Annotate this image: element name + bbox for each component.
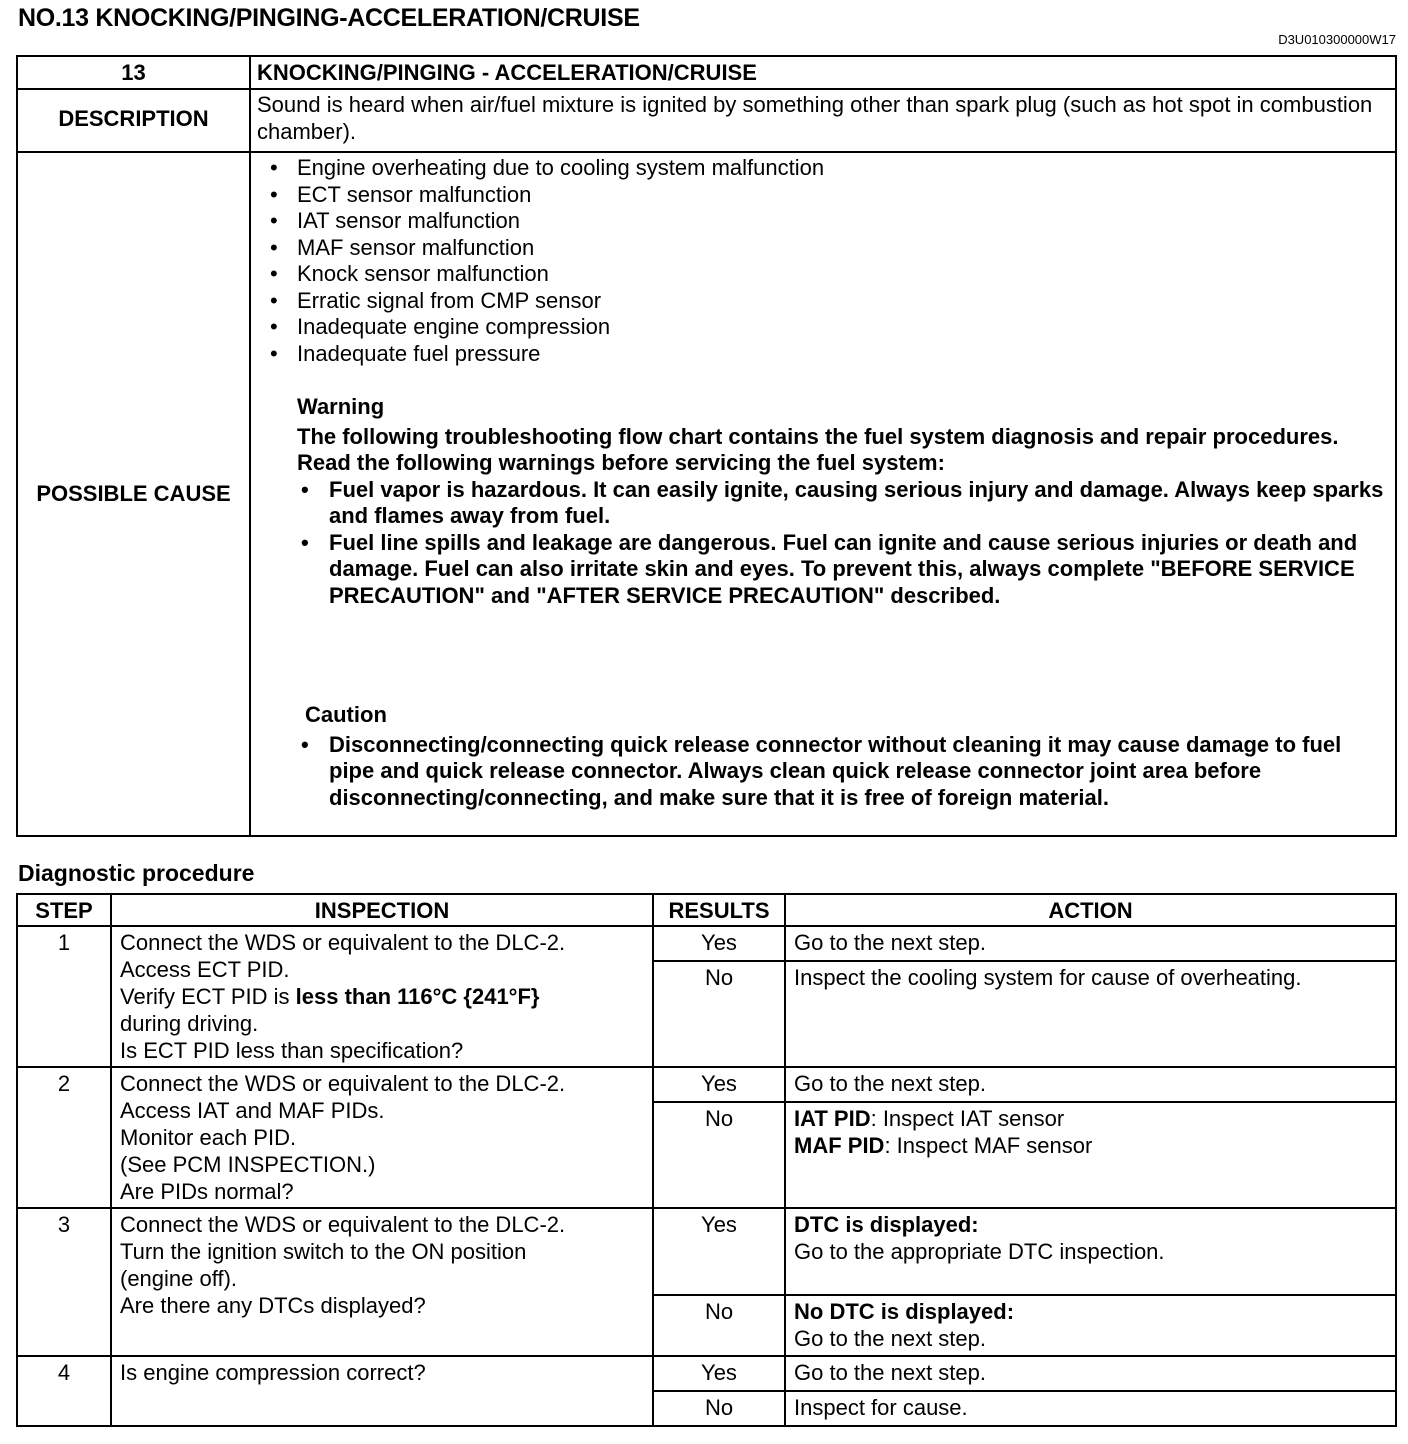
result-no: No: [653, 1102, 785, 1208]
action-text: : Inspect IAT sensor: [870, 1106, 1065, 1131]
symptom-header-row: [17, 56, 1396, 89]
cause-item: • IAT sensor malfunction: [257, 208, 1385, 235]
warning-item: • Fuel line spills and leakage are dangerous. Fuel can ignite and cause serious injuries or death and damage. Fuel can also irritate skin and eyes. To prevent this, always complete "BEFORE SERVICE PRECAUTION" and "AFTER SERVICE PRECAUTION" described.: [297, 530, 1385, 610]
action-yes: Go to the next step.: [785, 926, 1396, 961]
result-yes: Yes: [653, 1208, 785, 1295]
inspection-line: during driving.: [120, 1011, 259, 1036]
inspection-line: Monitor each PID.: [120, 1125, 297, 1150]
step-1-inspection: [111, 926, 653, 1067]
action-label: No DTC is displayed:: [794, 1299, 1015, 1324]
inspection-line: (See PCM INSPECTION.): [120, 1152, 376, 1177]
col-results: RESULTS: [653, 894, 785, 926]
step-2-inspection: [111, 1067, 653, 1208]
action-label: DTC is displayed:: [794, 1212, 979, 1237]
step-2-yes-row: [17, 1067, 1396, 1102]
diagnostic-heading: Diagnostic procedure: [18, 860, 255, 886]
result-yes: Yes: [653, 1067, 785, 1102]
step-3-inspection: [111, 1208, 653, 1356]
symptom-table: [16, 55, 1397, 837]
action-no: [785, 1102, 1396, 1208]
step-4-yes-row: [17, 1356, 1396, 1391]
cause-item: • Inadequate fuel pressure: [257, 341, 1385, 368]
action-yes: [785, 1208, 1396, 1295]
caution-item: • Disconnecting/connecting quick release connector without cleaning it may cause damage to fuel pipe and quick release connector. Always clean quick release connector joint area before disconnecting/connecting, and make sure that it is free of foreign material.: [297, 732, 1385, 812]
caution-list: [297, 732, 1385, 812]
description-label: DESCRIPTION: [17, 89, 250, 152]
action-no: [785, 1295, 1396, 1356]
caution-heading: Caution: [305, 702, 387, 727]
inspection-line: [120, 983, 644, 1010]
step-number: 3: [17, 1208, 111, 1356]
cause-item: • MAF sensor malfunction: [257, 235, 1385, 262]
symptom-name: KNOCKING/PINGING - ACCELERATION/CRUISE: [250, 56, 1396, 89]
page-title: NO.13 KNOCKING/PINGING-ACCELERATION/CRUISE: [18, 4, 640, 32]
col-step: STEP: [17, 894, 111, 926]
cause-item: • Inadequate engine compression: [257, 314, 1385, 341]
cause-list: [257, 155, 1385, 367]
action-yes: Go to the next step.: [785, 1356, 1396, 1391]
inspection-line: Access IAT and MAF PIDs.: [120, 1098, 385, 1123]
inspection-line: (engine off).: [120, 1266, 238, 1291]
inspection-line: Is engine compression correct?: [120, 1360, 426, 1385]
cause-item: • Erratic signal from CMP sensor: [257, 288, 1385, 315]
inspection-line: Connect the WDS or equivalent to the DLC-2.: [120, 930, 566, 955]
inspection-line: Access ECT PID.: [120, 957, 290, 982]
diagnostic-table: [16, 893, 1397, 1427]
description-text: Sound is heard when air/fuel mixture is ignited by something other than spark plug (such as hot spot in combustion chamber).: [250, 89, 1396, 152]
warning-heading: Warning: [297, 394, 385, 419]
document-code: D3U010300000W17: [1278, 32, 1396, 47]
warning-item: • Fuel vapor is hazardous. It can easily ignite, causing serious injury and damage. Always keep sparks and flames away from fuel.: [297, 477, 1385, 530]
action-label: MAF PID: [794, 1133, 885, 1158]
inspection-text: Verify ECT PID is: [120, 984, 296, 1009]
inspection-line: Are PIDs normal?: [120, 1179, 294, 1204]
step-4-inspection: [111, 1356, 653, 1426]
result-yes: Yes: [653, 1356, 785, 1391]
cause-item: • ECT sensor malfunction: [257, 182, 1385, 209]
action-line: [794, 1105, 1387, 1132]
symptom-number: 13: [17, 56, 250, 89]
col-inspection: INSPECTION: [111, 894, 653, 926]
result-no: No: [653, 961, 785, 1067]
result-no: No: [653, 1295, 785, 1356]
inspection-spec: less than 116°C {241°F}: [295, 984, 540, 1009]
cause-item: • Knock sensor malfunction: [257, 261, 1385, 288]
inspection-line: Turn the ignition switch to the ON position: [120, 1239, 527, 1264]
action-no: Inspect the cooling system for cause of overheating.: [785, 961, 1396, 1067]
action-text: : Inspect MAF sensor: [884, 1133, 1093, 1158]
description-row: [17, 89, 1396, 152]
action-yes: Go to the next step.: [785, 1067, 1396, 1102]
warning-intro: The following troubleshooting flow chart contains the fuel system diagnosis and repair procedures. Read the following warnings before servicing the fuel system:: [297, 423, 1339, 475]
possible-cause-label: POSSIBLE CAUSE: [17, 152, 250, 836]
step-number: 1: [17, 926, 111, 1067]
possible-cause-row: [17, 152, 1396, 836]
action-no: Inspect for cause.: [785, 1391, 1396, 1426]
inspection-line: Is ECT PID less than specification?: [120, 1038, 464, 1063]
inspection-line: Are there any DTCs displayed?: [120, 1293, 426, 1318]
cause-item: • Engine overheating due to cooling system malfunction: [257, 155, 1385, 182]
result-yes: Yes: [653, 926, 785, 961]
action-text: Go to the next step.: [794, 1326, 987, 1351]
step-3-yes-row: [17, 1208, 1396, 1295]
result-no: No: [653, 1391, 785, 1426]
possible-cause-content: [250, 152, 1396, 836]
step-1-yes-row: [17, 926, 1396, 961]
action-text: Go to the appropriate DTC inspection.: [794, 1239, 1165, 1264]
warning-block: [297, 424, 1385, 610]
action-line: [794, 1132, 1387, 1159]
warning-list: [297, 477, 1385, 610]
inspection-line: Connect the WDS or equivalent to the DLC-2.: [120, 1071, 566, 1096]
col-action: ACTION: [785, 894, 1396, 926]
step-number: 2: [17, 1067, 111, 1208]
step-number: 4: [17, 1356, 111, 1426]
action-label: IAT PID: [794, 1106, 871, 1131]
diagnostic-header-row: [17, 894, 1396, 926]
inspection-line: Connect the WDS or equivalent to the DLC-2.: [120, 1212, 566, 1237]
